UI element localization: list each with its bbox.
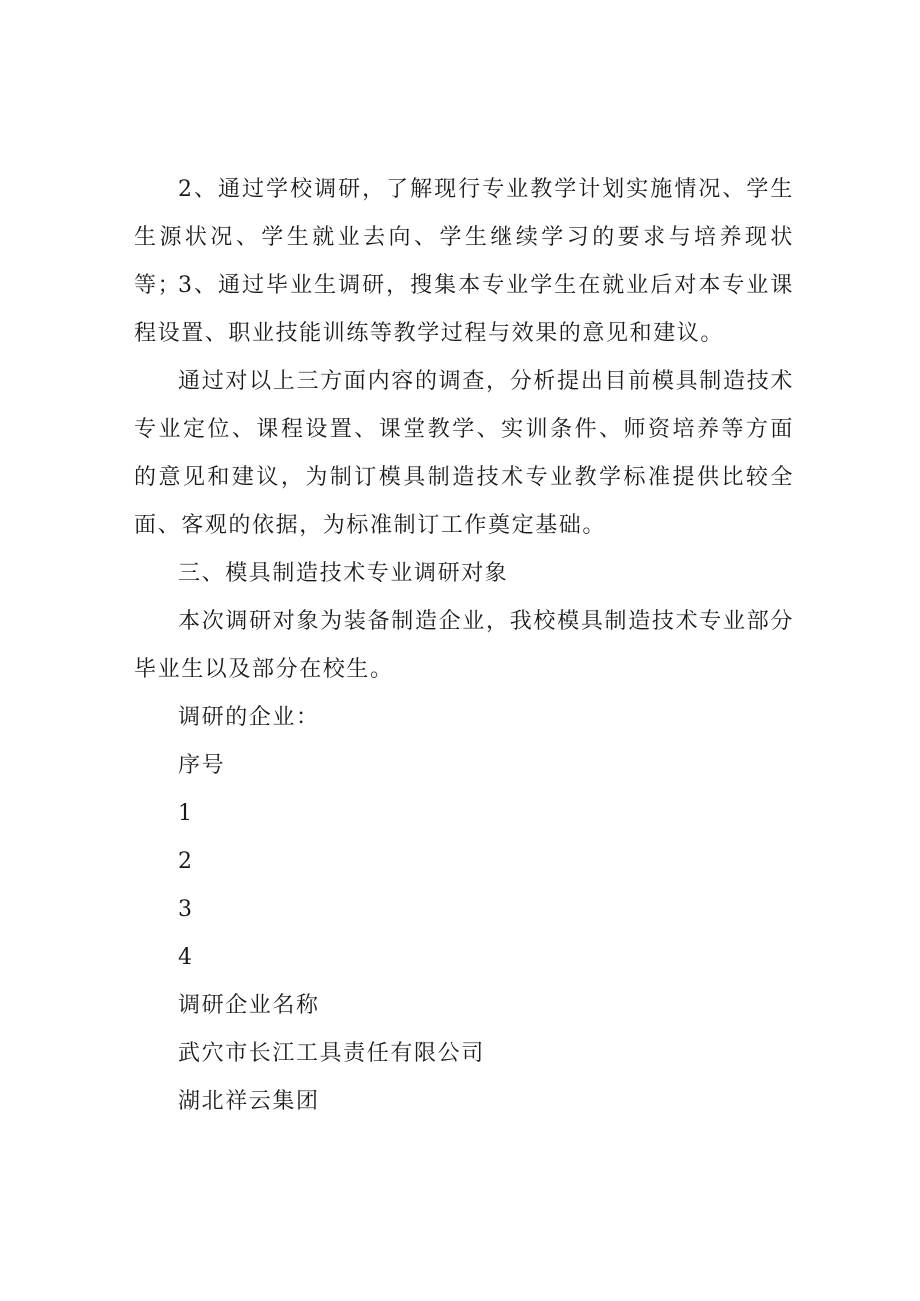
paragraph-graduate-survey: 3、通过毕业生调研，搜集本专业学生在就业后对本专业课程设置、职业技能训练等教学过程与效果的意见和建议。 (134, 273, 794, 346)
table-header-company-name: 调研企业名称 (178, 993, 320, 1018)
paragraph-survey-targets: 本次调研对象为装备制造企业，我校模具制造技术专业部分毕业生以及部分在校生。 (134, 609, 794, 682)
table-cell-company: 武穴市长江工具责任有限公司 (178, 1041, 485, 1066)
table-header-serial-number: 序号 (178, 753, 226, 778)
section-heading-survey-targets: 三、模具制造技术专业调研对象 (178, 561, 509, 586)
table-cell-company: 湖北祥云集团 (178, 1089, 320, 1114)
paragraph-survey-purpose: 通过对以上三方面内容的调查，分析提出目前模具制造技术专业定位、课程设置、课堂教学、实训条件、师资培养等方面的意见和建议，为制订模具制造技术专业教学标准提供比较全面、客观的依据，为标准制订工作奠定基础。 (134, 369, 794, 538)
paragraph-surveyed-companies-label: 调研的企业： (178, 705, 320, 730)
paragraph-school-survey: 2、通过学校调研，了解现行专业教学计划实施情况、学生生源状况、学生就业去向、学生继续学习的要求与培养现状等； (134, 177, 794, 298)
table-cell-number: 2 (178, 849, 194, 874)
table-cell-number: 1 (178, 801, 194, 826)
table-cell-number: 3 (178, 897, 194, 922)
table-cell-number: 4 (178, 945, 194, 970)
